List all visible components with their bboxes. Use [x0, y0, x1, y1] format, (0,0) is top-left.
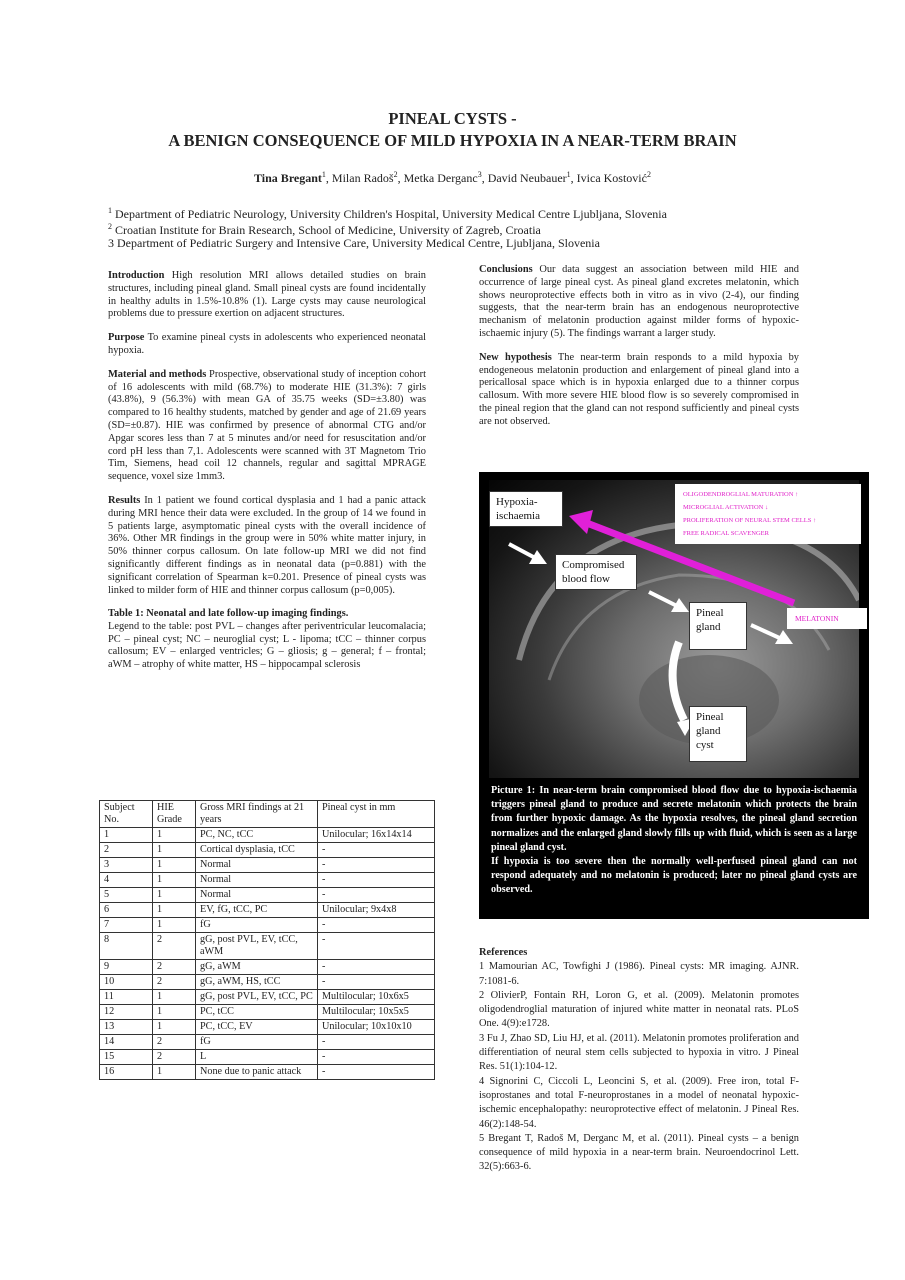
table-cell: 2 [153, 1035, 196, 1050]
table-cell: - [318, 1035, 435, 1050]
table-cell: gG, post PVL, EV, tCC, PC [196, 990, 318, 1005]
table-cell: 2 [100, 843, 153, 858]
table-cell: PC, tCC, EV [196, 1020, 318, 1035]
table-cell: 1 [153, 873, 196, 888]
table-cell: 2 [153, 933, 196, 960]
table-row [100, 873, 435, 888]
table-cell: - [318, 960, 435, 975]
table-cell: Normal [196, 858, 318, 873]
right-column [479, 264, 799, 440]
table-cell: 2 [153, 975, 196, 990]
table-cell: 1 [153, 888, 196, 903]
table-cell: - [318, 933, 435, 960]
table-cell: 1 [153, 918, 196, 933]
references [479, 946, 799, 1175]
table-row [100, 858, 435, 873]
table-cell: gG, post PVL, EV, tCC, aWM [196, 933, 318, 960]
table-cell: 12 [100, 1005, 153, 1020]
affiliation: $^2$ Croatian Institute for Brain Research, School of Medicine, University of Zagreb, Croatia [108, 222, 541, 237]
table-cell: 2 [153, 1050, 196, 1065]
table-cell: gG, aWM, HS, tCC [196, 975, 318, 990]
author-sup: 2 [646, 170, 651, 179]
table-cell: 11 [100, 990, 153, 1005]
findings-table [99, 800, 435, 1080]
table-cell: - [318, 1065, 435, 1080]
hypothesis-section: New hypothesis The near-term brain responds to a mild hypoxia by endogeneous melatonin production and enlargement of pineal gland into a pericallosal space which is in hypoxia enlarged due to a thinner corpus callosum. With more severe HIE blood flow is so severely compromised in the pineal region that the gland can not respond sufficiently and pineal cysts are not observed. [479, 351, 799, 427]
table-cell: - [318, 858, 435, 873]
table-row [100, 1050, 435, 1065]
table-caption [108, 608, 426, 671]
left-column [108, 270, 426, 671]
author-sup: 1 [321, 170, 326, 179]
table-cell: 1 [100, 828, 153, 843]
results-section: Results In 1 patient we found cortical dysplasia and 1 had a panic attack during MRI hence their data were excluded. In the group of 14 we found in 5 patients large, asymptomatic pineal cysts with the overall incidence of 36%. Other MR findings in the group were in 50% white matter injury, in 50% thinner corpus callosum. On late follow-up MRI we did not find significantly different findings as in neonatal data (p=0.881) with the significant correlation of Spearman k=0.201. Presence of pineal cysts was linked to milder form of HIE and thinner corpus callosum (p=0,005). [108, 494, 426, 596]
table-row [100, 918, 435, 933]
table-cell: 1 [153, 828, 196, 843]
table-cell: - [318, 1050, 435, 1065]
table-cell: 1 [153, 1005, 196, 1020]
references-heading: References [479, 947, 528, 958]
table-cell: 13 [100, 1020, 153, 1035]
table-cell: 1 [153, 1065, 196, 1080]
mri-figure [479, 472, 869, 919]
table-row [100, 1035, 435, 1050]
table-heading: Table 1: Neonatal and late follow-up imaging findings. [108, 608, 349, 620]
affiliation: 3 Department of Pediatric Surgery and Intensive Care, University Medical Centre, Ljubljana, Slovenia [108, 236, 600, 250]
table-cell: 1 [153, 858, 196, 873]
table-cell: - [318, 843, 435, 858]
table-row [100, 960, 435, 975]
table-cell: - [318, 918, 435, 933]
table-legend: Legend to the table: post PVL – changes after periventricular leucomalacia; PC – pineal cyst; NC – neuroglial cyst; L - lipoma; tCC – thinner corpus callosum; EV – enlarged ventricles; G – gliosis; g – general; f – frontal; aWM – atrophy of white matter, HS – hippocampal sclerosis [108, 620, 426, 670]
table-row [100, 1065, 435, 1080]
table-row [100, 1005, 435, 1020]
table-cell: 10 [100, 975, 153, 990]
figure-caption: Picture 1: In near-term brain compromised blood flow due to hypoxia-ischaemia triggers pineal gland to produce and secrete melatonin which protects the brain from further hypoxic damage. As the hypoxia resolves, the pineal gland secretion normalizes and the enlarged gland slowly fills up with fluid, which is seen as a large pineal gland cyst. If hypoxia is too severe then the normally well-perfused pineal gland can not respond adequately and no melatonin is produced; later no pineal gland cysts are observed. [491, 785, 857, 896]
reference-item: 1 Mamourian AC, Towfighi J (1986). Pineal cysts: MR imaging. AJNR. 7:1081-6. [479, 961, 799, 987]
table-row [100, 975, 435, 990]
arrow-head-icon [569, 510, 593, 534]
introduction-section: Introduction High resolution MRI allows detailed studies on brain structures, including pineal gland. Small pineal cysts are found incidentally in healthy adults in 1.5%-10.8% (1). Large cysts may cause neurological problems due to pressure exertion on adjacent structures. [108, 270, 426, 320]
table-cell: 4 [100, 873, 153, 888]
table-cell: Unilocular; 9x4x8 [318, 903, 435, 918]
table-cell: fG [196, 1035, 318, 1050]
author-sup: 1 [566, 170, 571, 179]
title-line-2: A BENIGN CONSEQUENCE OF MILD HYPOXIA IN A NEAR-TERM BRAIN [168, 131, 737, 150]
title-line-1: PINEAL CYSTS - [388, 109, 517, 128]
table-row [100, 843, 435, 858]
table-cell: 7 [100, 918, 153, 933]
table-cell: 2 [153, 960, 196, 975]
table-cell: 1 [153, 903, 196, 918]
table-cell: 8 [100, 933, 153, 960]
label-hypoxia: Hypoxia-ischaemia [489, 491, 563, 527]
table-cell: PC, tCC [196, 1005, 318, 1020]
reference-item: 5 Bregant T, Radoš M, Derganc M, et al. (2011). Pineal cysts – a benign consequence of mild hypoxia in a near-term brain. Neuroendocrinol Lett. 32(5):663-6. [479, 1132, 799, 1173]
author-sup: 3 [477, 170, 482, 179]
author-name: Tina Bregant [254, 171, 322, 185]
author-name: David Neubauer [487, 171, 567, 185]
author-sup: 2 [393, 170, 398, 179]
table-cell: 1 [153, 1020, 196, 1035]
table-row [100, 990, 435, 1005]
table-cell: 3 [100, 858, 153, 873]
effects-box: OLIGODENDROGLIAL MATURATION ↑ MICROGLIAL ACTIVATION ↓ PROLIFERATION OF NEURAL STEM CELLS ↑ FREE RADICAL SCAVENGER [675, 484, 861, 544]
table-header-row: Subject No. HIE Grade Gross MRI findings at 21 years Pineal cyst in mm [100, 801, 435, 828]
table-cell: Unilocular; 16x14x14 [318, 828, 435, 843]
table-cell: - [318, 888, 435, 903]
table-cell: 15 [100, 1050, 153, 1065]
table-cell: Normal [196, 873, 318, 888]
table-cell: - [318, 975, 435, 990]
table-cell: fG [196, 918, 318, 933]
poster-title [0, 108, 905, 152]
table-cell: 5 [100, 888, 153, 903]
purpose-section: Purpose To examine pineal cysts in adolescents who experienced neonatal hypoxia. [108, 332, 426, 356]
author-list: Tina Bregant$^1$, Milan Radoš$^2$, Metka Derganc$^3$, David Neubauer$^1$, Ivica Kostović$^2$ [254, 170, 651, 185]
reference-item: 3 Fu J, Zhao SD, Liu HJ, et al. (2011). Melatonin promotes proliferation and differentiation of neural stem cells subjected to hypoxia in vitro. J Pineal Res. 51(1):104-12. [479, 1032, 799, 1073]
table-cell: 6 [100, 903, 153, 918]
label-pineal-gland: Pineal gland [689, 602, 747, 650]
label-pineal-cyst: Pineal gland cyst [689, 706, 747, 762]
table-cell: Cortical dysplasia, tCC [196, 843, 318, 858]
table-cell: EV, fG, tCC, PC [196, 903, 318, 918]
table-cell: 1 [153, 843, 196, 858]
methods-section: Material and methods Prospective, observational study of inception cohort of 16 adolescents with mild (68.7%) to moderate HIE (31.3%): 7 girls (43.8%), 9 (56.3%) with mean GA of 35.75 weeks (SD=±3.80) was compared to 16 healthy students, matched by gender and age of 21.69 years (SD=±0.87). HIE was confirmed by presence of abnormal CTG and/or Apgar scores less than 7 at 5 minutes and/or need for resuscitation and/or cord pH less than 7,1. Adolescents were scanned with 3T Magnetom Trio Tim, Siemens, head coil 12 channels, regular and sagittal MPRAGE sequence, voxel size 1mm3. [108, 368, 426, 483]
table-cell: gG, aWM [196, 960, 318, 975]
reference-item: 4 Signorini C, Ciccoli L, Leoncini S, et al. (2009). Free iron, total F-isoprostanes and total F-neuroprostanes in a model of neonatal hypoxic-ischemic encephalopathy: neuroprotective effect of melatonin. J Pineal Res. 46(2):148-54. [479, 1075, 799, 1130]
table-row [100, 1020, 435, 1035]
table-cell: Multilocular; 10x6x5 [318, 990, 435, 1005]
affiliation: $^1$ Department of Pediatric Neurology, University Children's Hospital, University Medical Centre Ljubljana, Slovenia [108, 206, 667, 221]
table-row [100, 903, 435, 918]
author-name: Milan Radoš [331, 171, 394, 185]
table-row [100, 933, 435, 960]
label-blood-flow: Compromised blood flow [555, 554, 637, 590]
table-cell: Multilocular; 10x5x5 [318, 1005, 435, 1020]
table-cell: L [196, 1050, 318, 1065]
table-cell: Normal [196, 888, 318, 903]
table-row [100, 828, 435, 843]
label-melatonin: MELATONIN [787, 608, 867, 629]
table-row [100, 888, 435, 903]
author-name: Ivica Kostović [576, 171, 647, 185]
conclusions-section: Conclusions Our data suggest an association between mild HIE and occurrence of large pineal cyst. As pineal gland excretes melatonin, which shows neuroprotective effects both in vitro as in vivo (2-4), our finding suggests, that the near-term brain has an endogenous neuroprotective mechanism of melatonin production against milder forms of hypoxic-ischaemic injury (5). The findings warrant a larger study. [479, 264, 799, 339]
table-cell: PC, NC, tCC [196, 828, 318, 843]
table-cell: None due to panic attack [196, 1065, 318, 1080]
table-cell: - [318, 873, 435, 888]
reference-item: 2 OlivierP, Fontain RH, Loron G, et al. (2009). Melatonin promotes oligodendroglial maturation of injured white matter in neonatal rats. PLoS One. 4(9):e1728. [479, 989, 799, 1030]
table-cell: 1 [153, 990, 196, 1005]
table-cell: 14 [100, 1035, 153, 1050]
table-cell: 16 [100, 1065, 153, 1080]
table-cell: 9 [100, 960, 153, 975]
table-cell: Unilocular; 10x10x10 [318, 1020, 435, 1035]
author-name: Metka Derganc [403, 171, 478, 185]
